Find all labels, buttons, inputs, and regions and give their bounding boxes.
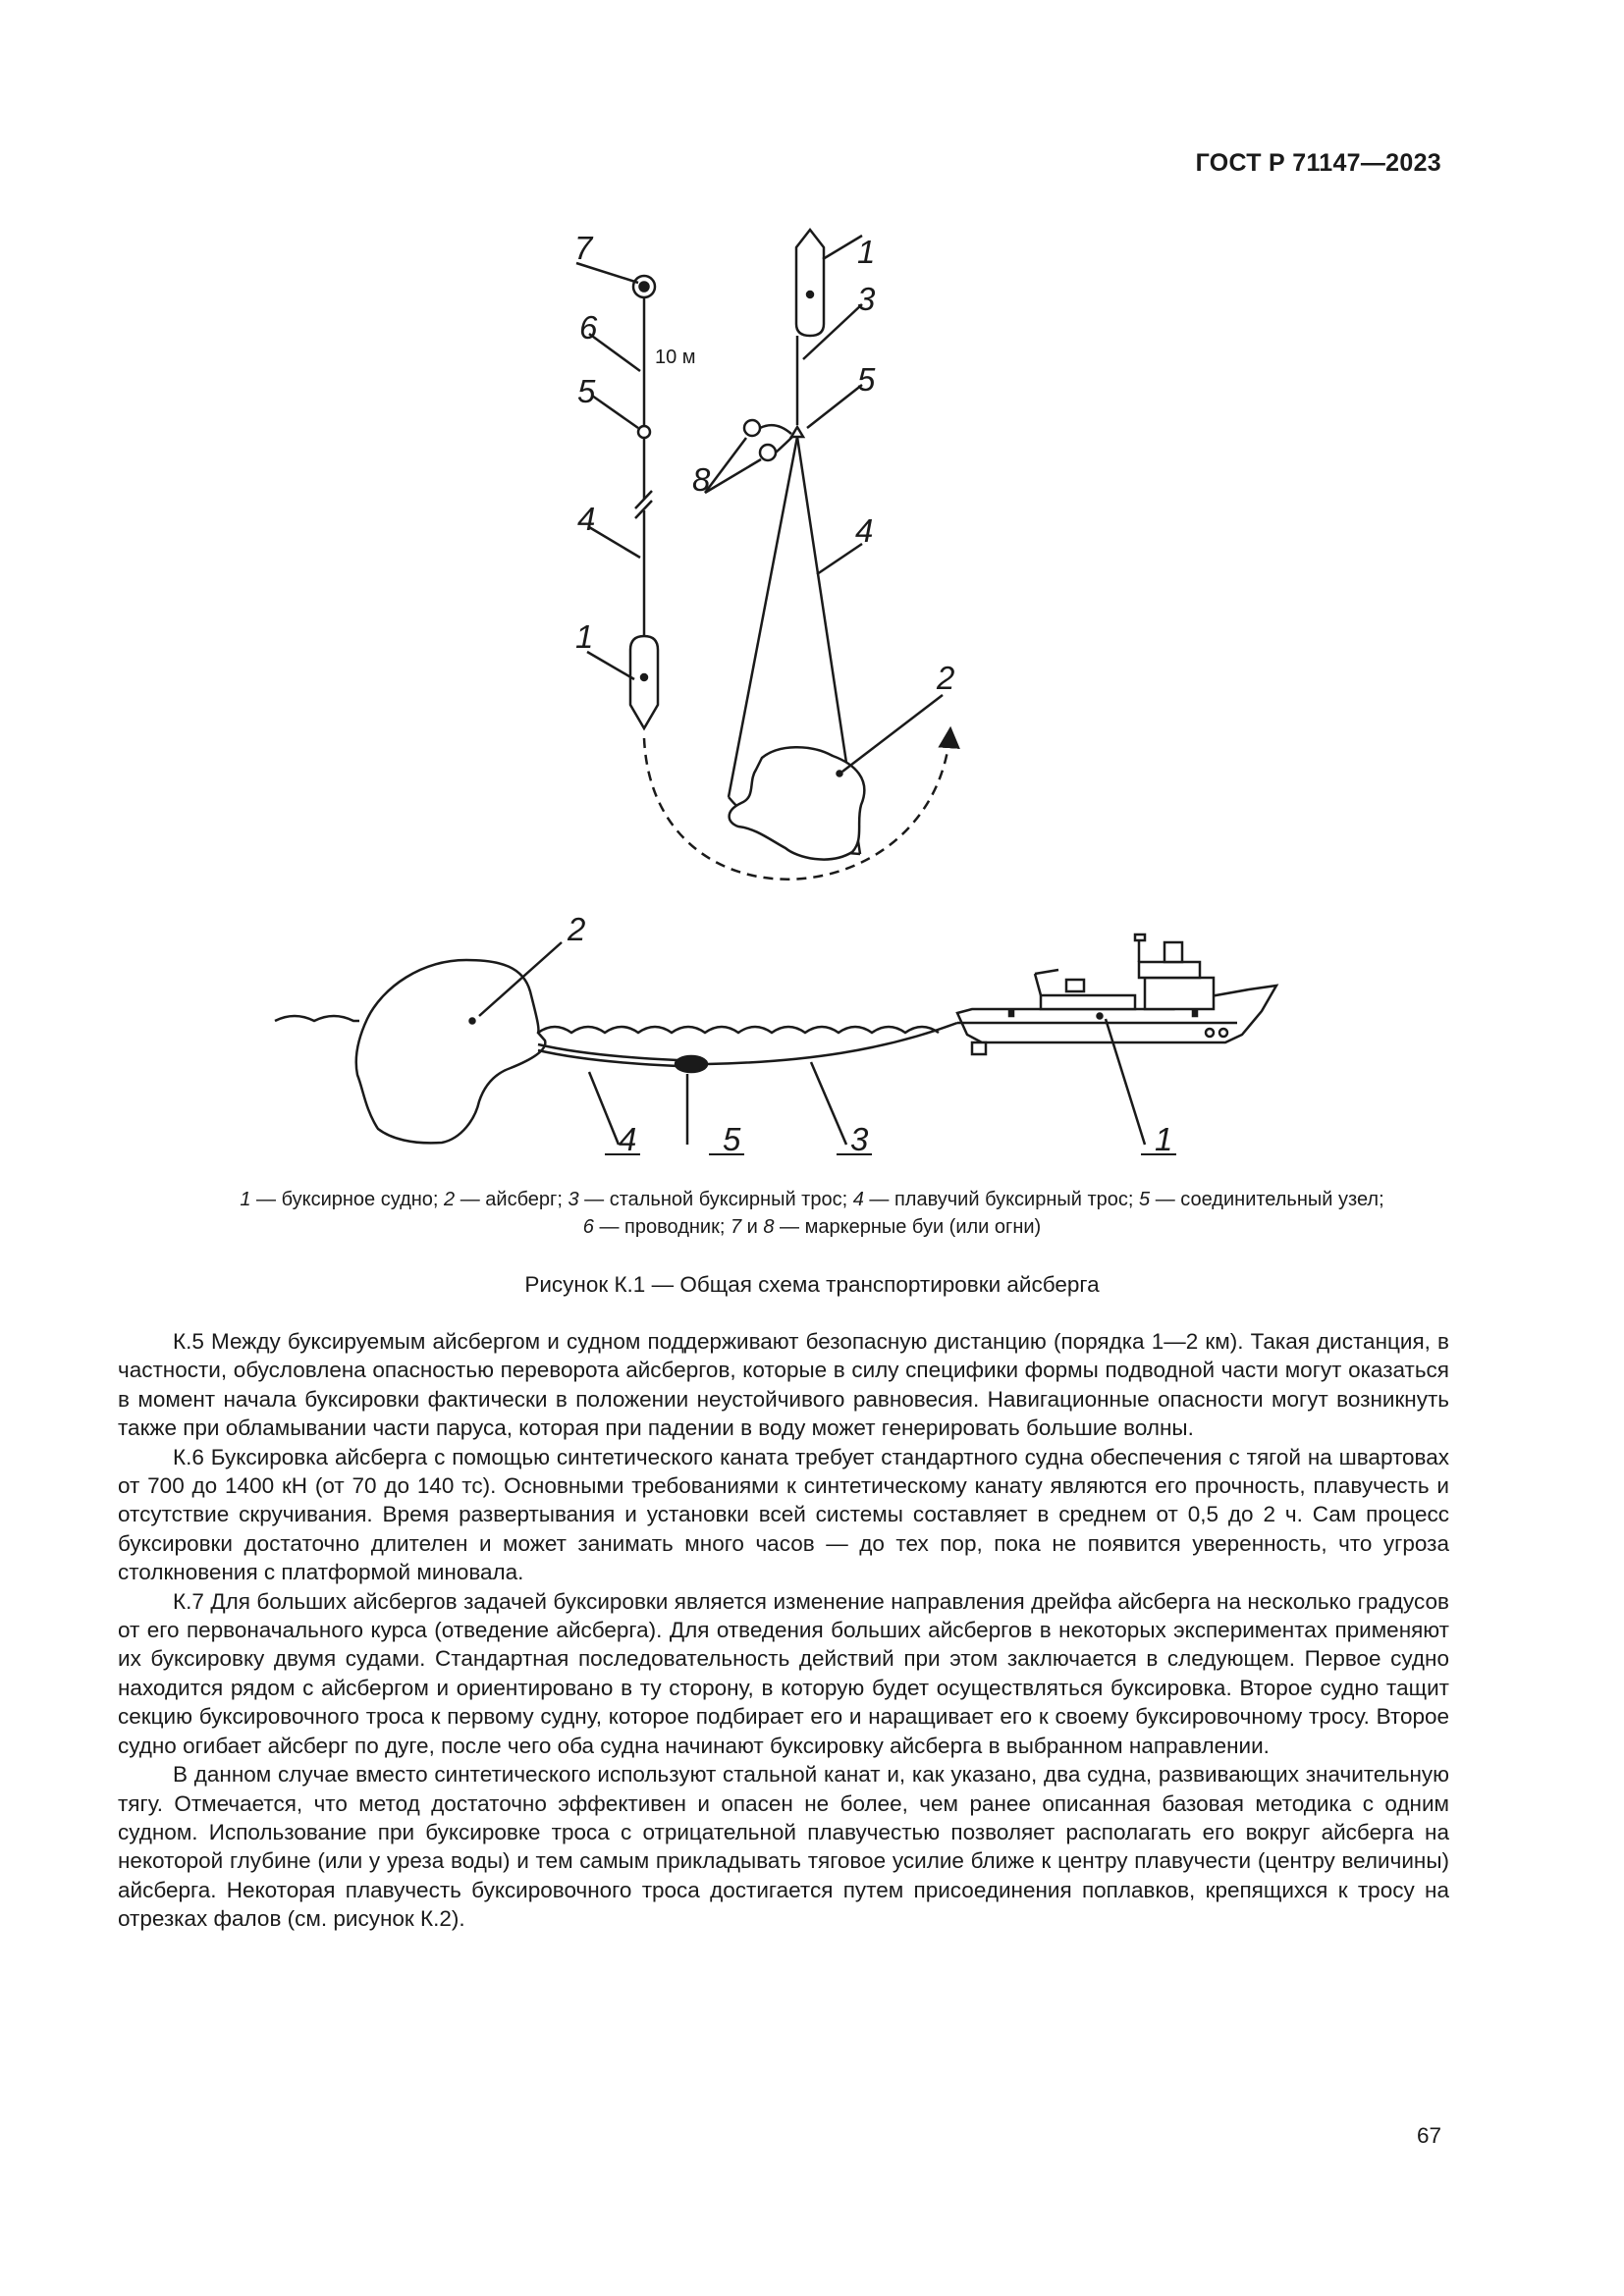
label-6: 6 [579,309,598,346]
label-5-right: 5 [857,361,876,398]
label-2-right: 2 [937,660,955,696]
legend-num: 3 [568,1189,579,1210]
vessel-icon [630,636,658,728]
vessel-icon [796,230,824,336]
legend-text: — стальной буксирный трос; [578,1189,853,1210]
figure-legend [118,1186,1506,1241]
legend-text: — маркерные буи (или огни) [774,1216,1042,1238]
paragraph-k7-cont: В данном случае вместо синтетического используют стальной канат и, как указано, два судна, развивающих значительную тягу. Отмечается, что метод достаточно эффективен и опасен не более, чем ранее описанная базовая методика с одним судном. Использование при буксировке троса с отрицательной плавучестью позволяет располагать его вокруг айсберга на некоторой глубине (или у уреза воды) и тем самым прикладывать тяговое усилие ближе к центру плавучести (центру величины) айсберга. Некоторая плавучесть буксировочного троса достигается путем присоединения поплавков, крепящихся к тросу на отрезках фалов (см. рисунок К.2). [118,1762,1449,1932]
iceberg-shape [730,747,865,859]
body-text [118,1327,1449,1934]
connector-triangle-icon [791,427,803,437]
legend-num: 8 [763,1216,775,1238]
label-4-bottom: 4 [619,1121,637,1157]
tow-ship-icon [957,934,1276,1054]
label-2-bottom: 2 [568,911,586,947]
marker-buoy-icon [744,420,760,436]
label-5-left: 5 [577,373,596,409]
legend-line-1 [118,1186,1506,1213]
label-1-bottom: 1 [1155,1121,1173,1157]
paragraph-k7: К.7 Для больших айсбергов задачей буксировки является изменение направления дрейфа айсберга на несколько градусов от его первоначального курса (отведение айсберга). Для отведения больших айсбергов в некоторых экспериментах применяют их буксировку двумя судами. Стандартная последовательность действий при этом заключается в следующем. Первое судно находится рядом с айсбергом и ориентировано в ту сторону, в которую будет осуществляться буксировка. Второе судно тащит секцию буксировочного троса к первому судну, которое подбирает его и наращивает его к своему буксировочному тросу. Второе судно огибает айсберг по дуге, после чего оба судна начинают буксировку айсберга в выбранном направлении. [118,1588,1449,1758]
legend-line-2 [118,1213,1506,1241]
label-4-left: 4 [577,501,596,537]
figure-caption: Рисунок К.1 — Общая схема транспортировки айсберга [524,1272,1100,1297]
label-7: 7 [574,230,593,266]
standard-number: ГОСТ Р 71147—2023 [1195,149,1441,177]
page-number: 67 [1416,2123,1441,2148]
label-3-bottom: 3 [850,1121,869,1157]
legend-num: 1 [240,1189,251,1210]
legend-text: — проводник; [593,1216,731,1238]
connector-node-icon [676,1056,707,1072]
label-1-right: 1 [857,234,876,270]
label-5-bottom: 5 [723,1121,741,1157]
connector-circle-icon [638,426,650,438]
iceberg-side-shape [356,960,546,1143]
paragraph-k5: К.5 Между буксируемым айсбергом и судном поддерживают безопасную дистанцию (порядка 1—2 км). Такая дистанция, в частности, обусловлена опасностью переворота айсбергов, которые в силу специфики формы подводной части могут оказаться в момент начала буксировки фактически в положении неустойчивого равновесия. Навигационные опасности могут возникнуть также при обламывании части паруса, которая при падении в воду может генерировать большие волны. [118,1329,1449,1441]
label-1-left: 1 [575,618,594,655]
legend-num: 4 [852,1189,864,1210]
label-8: 8 [692,461,711,498]
marker-buoy-icon [760,445,776,460]
paragraph-k6: К.6 Буксировка айсберга с помощью синтетического каната требует стандартного судна обеспечения с тягой на швартовах от 700 до 1400 кН (от 70 до 140 тс). Основными требованиями к синтетическому канату являются его прочность, плавучесть и отсутствие скручивания. Время развертывания и установки всей системы составляет в среднем от 0,5 до 2 ч. Сам процесс буксировки достаточно длителен и может занимать много часов — до тех пор, пока не появится уверенность, что угроза столкновения с платформой миновала. [118,1444,1449,1585]
legend-num: 7 [730,1216,742,1238]
label-3-right: 3 [857,281,876,317]
distance-label: 10 м [655,347,696,368]
legend-text: и [741,1216,764,1238]
legend-num: 6 [582,1216,594,1238]
side-view-diagram [275,934,1276,1145]
label-4-right: 4 [855,512,874,549]
legend-num: 2 [444,1189,456,1210]
legend-text: — плавучий буксирный трос; [863,1189,1140,1210]
right-tow-loop-diagram [705,230,943,860]
legend-text: — айсберг; [455,1189,568,1210]
water-waves [275,1016,359,1021]
legend-num: 5 [1139,1189,1151,1210]
legend-text: — соединительный узел; [1150,1189,1384,1210]
legend-text: — буксирное судно; [250,1189,445,1210]
